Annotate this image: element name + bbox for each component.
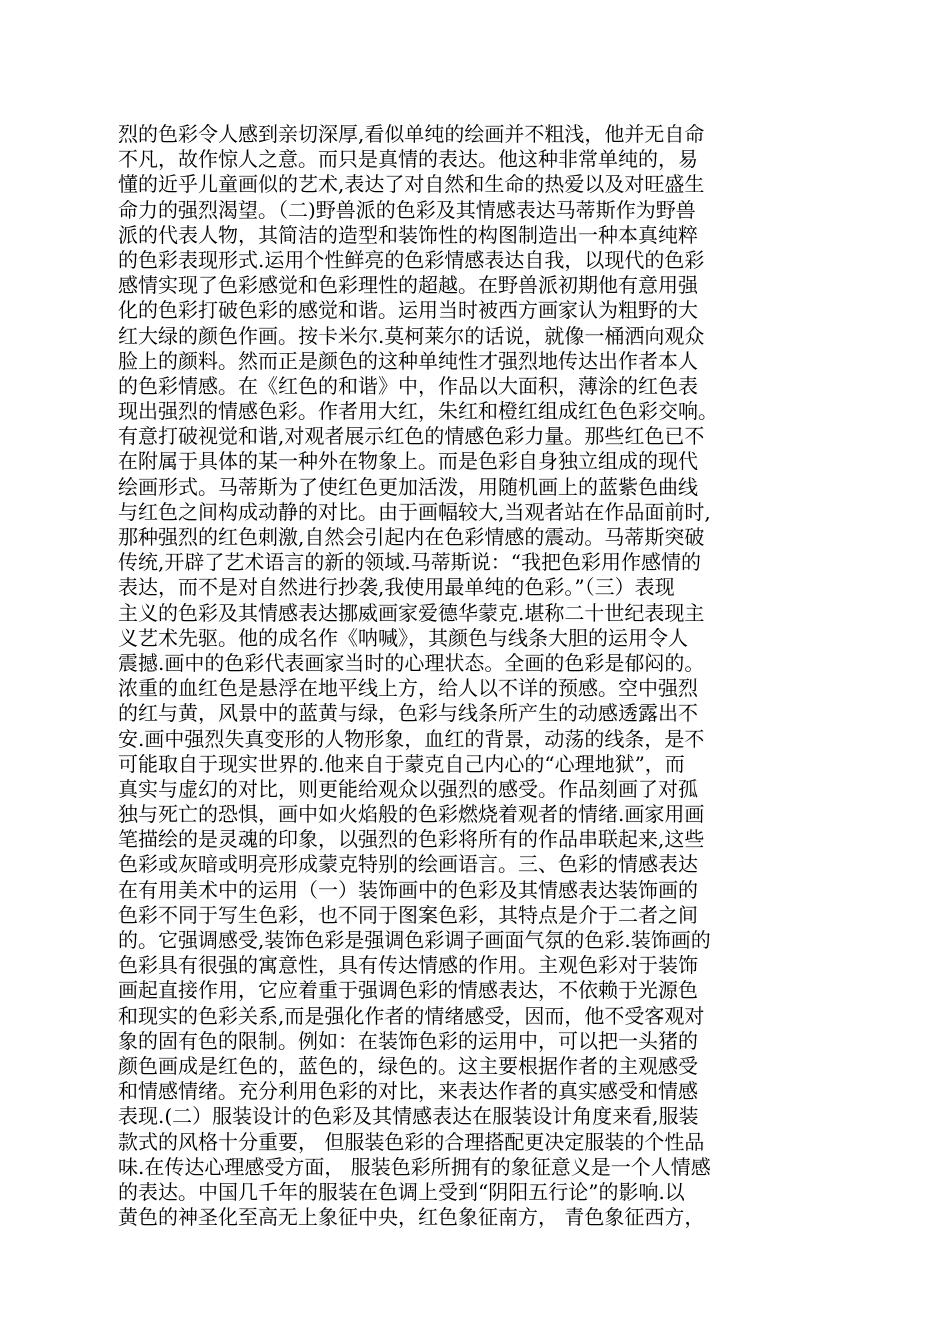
text-line: 与红色之间构成动静的对比。由于画幅较大,当观者站在作品面前时, (118, 499, 711, 524)
text-line: 的色彩表现形式.运用个性鲜亮的色彩情感表达自我，以现代的色彩 (118, 247, 705, 272)
text-line: 安.画中强烈失真变形的人物形象，血红的背景，动荡的线条，是不 (118, 726, 705, 751)
text-line: 有意打破视觉和谐,对观者展示红色的情感色彩力量。那些红色已不 (118, 424, 705, 449)
text-line: 独与死亡的恐惧，画中如火焰般的色彩燃烧着观者的情绪.画家用画 (118, 802, 705, 827)
text-line: 表达，而不是对自然进行抄袭,我使用最单纯的色彩。”（三）表现 (118, 575, 675, 600)
text-line: 色彩或灰暗或明亮形成蒙克特别的绘画语言。三、色彩的情感表达 (118, 852, 698, 877)
text-line: 化的色彩打破色彩的感觉和谐。运用当时被西方画家认为粗野的大 (118, 298, 698, 323)
text-line: 主义的色彩及其情感表达挪威画家爱德华蒙克.堪称二十世纪表现主 (118, 600, 705, 625)
text-line: 那种强烈的红色刺激,自然会引起内在色彩情感的震动。马蒂斯突破 (118, 525, 705, 549)
body-text (118, 122, 858, 1230)
text-line: 味.在传达心理感受方面， 服装色彩所拥有的象征意义是一个人情感 (118, 1154, 711, 1179)
text-line: 画起直接作用，它应着重于强调色彩的情感表达，不依赖于光源色 (118, 978, 698, 1003)
text-line: 色彩具有很强的寓意性，具有传达情感的作用。主观色彩对于装饰 (118, 953, 698, 978)
text-line: 传统,开辟了艺术语言的新的领域.马蒂斯说：“我把色彩用作感情的 (118, 550, 701, 575)
text-line: 感情实现了色彩感觉和色彩理性的超越。在野兽派初期他有意用强 (118, 273, 698, 298)
text-line: 红大绿的颜色作画。按卡米尔.莫柯莱尔的话说，就像一桶洒向观众 (118, 323, 705, 348)
text-line: 绘画形式。马蒂斯为了使红色更加活泼，用随机画上的蓝紫色曲线 (118, 474, 698, 499)
text-line: 浓重的血红色是悬浮在地平线上方，给人以不详的预感。空中强烈 (118, 676, 698, 701)
text-line: 表现.(二）服装设计的色彩及其情感表达在服装设计角度来看,服装 (118, 1104, 699, 1129)
text-line: 颜色画成是红色的，蓝色的，绿色的。这主要根据作者的主观感受 (118, 1053, 698, 1078)
text-line: 现出强烈的情感色彩。作者用大红，朱红和橙红组成红色色彩交响。 (118, 399, 718, 424)
text-line: 色彩不同于写生色彩，也不同于图案色彩，其特点是介于二者之间 (118, 902, 698, 927)
text-line: 派的代表人物，其简洁的造型和装饰性的构图制造出一种本真纯粹 (118, 222, 698, 247)
text-line: 真实与虚幻的对比，则更能给观众以强烈的感受。作品刻画了对孤 (118, 776, 698, 801)
text-line: 的红与黄，风景中的蓝黄与绿，色彩与线条所产生的动感透露出不 (118, 701, 698, 726)
text-line: 脸上的颜料。然而正是颜色的这种单纯性才强烈地传达出作者本人 (118, 348, 698, 373)
text-line: 的。它强调感受,装饰色彩是强调色彩调子画面气氛的色彩.装饰画的 (118, 928, 711, 952)
text-line: 笔描绘的是灵魂的印象，以强烈的色彩将所有的作品串联起来,这些 (118, 827, 705, 852)
text-line: 款式的风格十分重要， 但服装色彩的合理搭配更决定服装的个性品 (118, 1129, 705, 1154)
text-line: 和现实的色彩关系,而是强化作者的情绪感受，因而，他不受客观对 (118, 1003, 705, 1028)
text-line: 的表达。中国几千年的服装在色调上受到“阴阳五行论”的影响.以 (118, 1179, 685, 1204)
text-line: 的色彩情感。在《红色的和谐》中，作品以大面积，薄涂的红色表 (118, 373, 698, 398)
text-line: 震撼.画中的色彩代表画家当时的心理状态。全画的色彩是郁闷的。 (118, 650, 705, 675)
text-line: 象的固有色的限制。例如：在装饰色彩的运用中，可以把一头猪的 (118, 1028, 698, 1053)
text-line: 和情感情绪。充分利用色彩的对比，来表达作者的真实感受和情感 (118, 1079, 698, 1104)
text-line: 在有用美术中的运用（一）装饰画中的色彩及其情感表达装饰画的 (118, 877, 698, 902)
text-line: 懂的近乎儿童画似的艺术,表达了对自然和生命的热爱以及对旺盛生 (118, 172, 705, 197)
text-line: 义艺术先驱。他的成名作《呐喊》，其颜色与线条大胆的运用令人 (118, 625, 688, 650)
text-line: 烈的色彩令人感到亲切深厚,看似单纯的绘画并不粗浅，他并无自命 (118, 122, 705, 146)
text-line: 命力的强烈渴望。（二)野兽派的色彩及其情感表达马蒂斯作为野兽 (118, 197, 696, 222)
text-line: 在附属于具体的某一种外在物象上。而是色彩自身独立组成的现代 (118, 449, 698, 474)
text-line: 可能取自于现实世界的.他来自于蒙克自己内心的“心理地狱”，而 (118, 751, 685, 776)
text-line: 黄色的神圣化至高无上象征中央，红色象征南方， 青色象征西方， (118, 1205, 705, 1230)
text-line: 不凡，故作惊人之意。而只是真情的表达。他这种非常单纯的，易 (118, 147, 698, 172)
